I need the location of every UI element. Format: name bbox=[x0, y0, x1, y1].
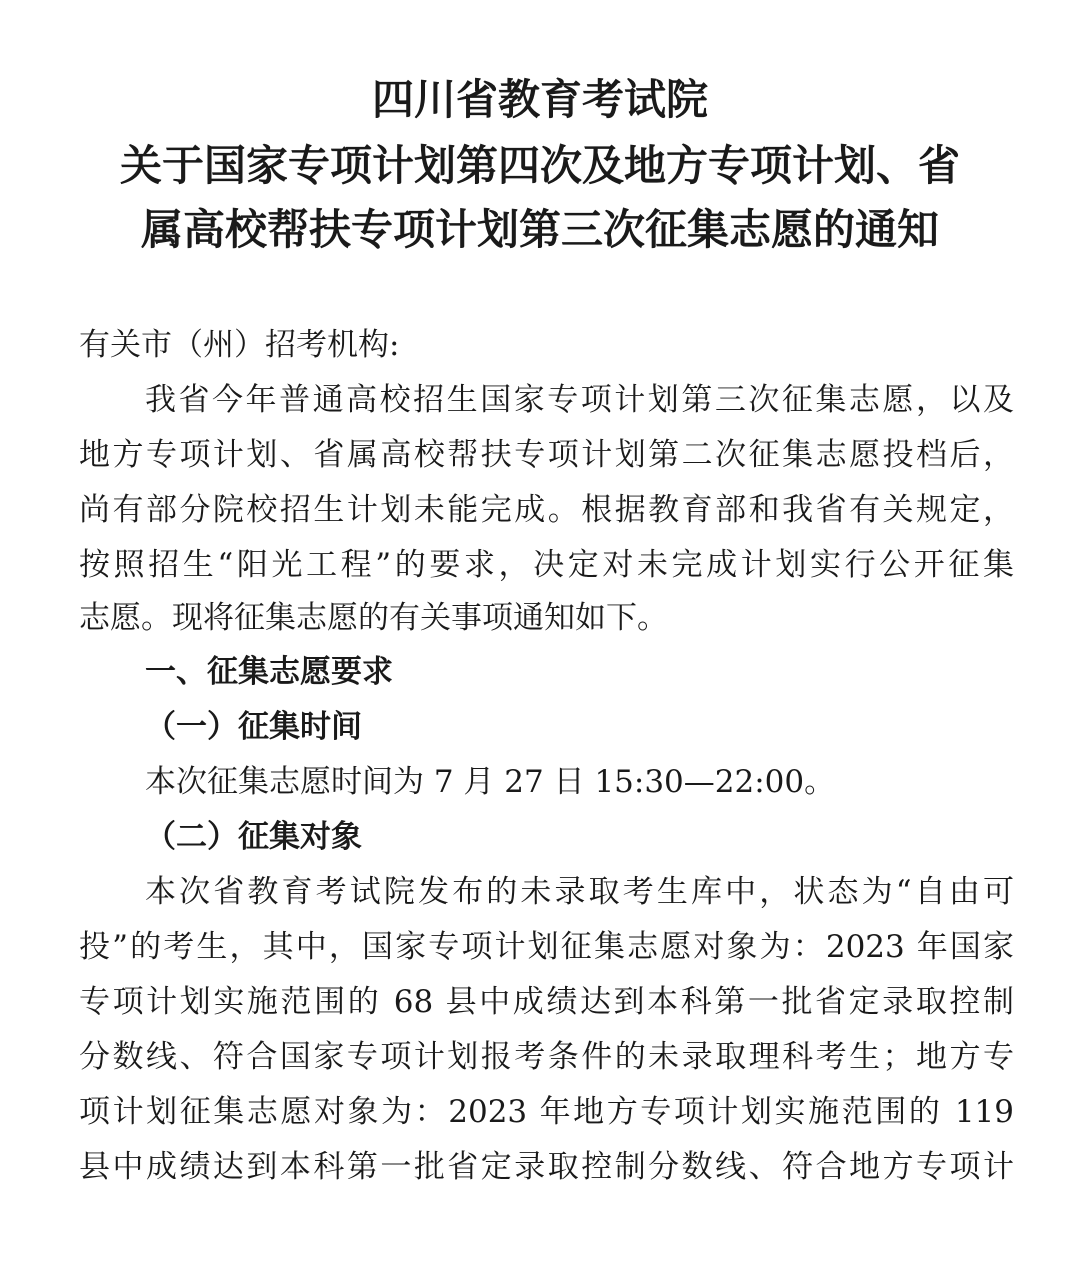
subsection-2-line-5: 项计划征集志愿对象为：2023 年地方专项计划实施范围的 119 bbox=[79, 1094, 1014, 1130]
intro-line-1: 我省今年普通高校招生国家专项计划第三次征集志愿，以及 bbox=[145, 382, 1014, 418]
document-title-line-3: 属高校帮扶专项计划第三次征集志愿的通知 bbox=[140, 205, 939, 254]
intro-line-3: 尚有部分院校招生计划未能完成。根据教育部和我省有关规定， bbox=[79, 492, 1014, 528]
subsection-1-heading: （一）征集时间 bbox=[145, 709, 362, 745]
subsection-2-line-1: 本次省教育考试院发布的未录取考生库中，状态为“自由可 bbox=[145, 874, 1014, 910]
salutation: 有关市（州）招考机构: bbox=[79, 327, 400, 363]
intro-line-4: 按照招生“阳光工程”的要求，决定对未完成计划实行公开征集 bbox=[79, 547, 1014, 583]
subsection-2-heading: （二）征集对象 bbox=[145, 819, 362, 855]
subsection-2-line-2: 投”的考生，其中，国家专项计划征集志愿对象为：2023 年国家 bbox=[79, 929, 1014, 965]
subsection-2-line-3: 专项计划实施范围的 68 县中成绩达到本科第一批省定录取控制 bbox=[79, 984, 1014, 1020]
document-title-line-2: 关于国家专项计划第四次及地方专项计划、省 bbox=[119, 141, 960, 190]
subsection-2-line-4: 分数线、符合国家专项计划报考条件的未录取理科考生；地方专 bbox=[79, 1039, 1014, 1075]
document-title-line-1: 四川省教育考试院 bbox=[371, 75, 708, 124]
subsection-2-line-6: 县中成绩达到本科第一批省定录取控制分数线、符合地方专项计 bbox=[79, 1149, 1014, 1185]
intro-line-2: 地方专项计划、省属高校帮扶专项计划第二次征集志愿投档后， bbox=[79, 437, 1014, 473]
subsection-1-text: 本次征集志愿时间为 7 月 27 日 15:30—22:00。 bbox=[145, 764, 836, 800]
section-1-heading: 一、征集志愿要求 bbox=[145, 654, 393, 690]
intro-line-5: 志愿。现将征集志愿的有关事项通知如下。 bbox=[79, 600, 668, 636]
